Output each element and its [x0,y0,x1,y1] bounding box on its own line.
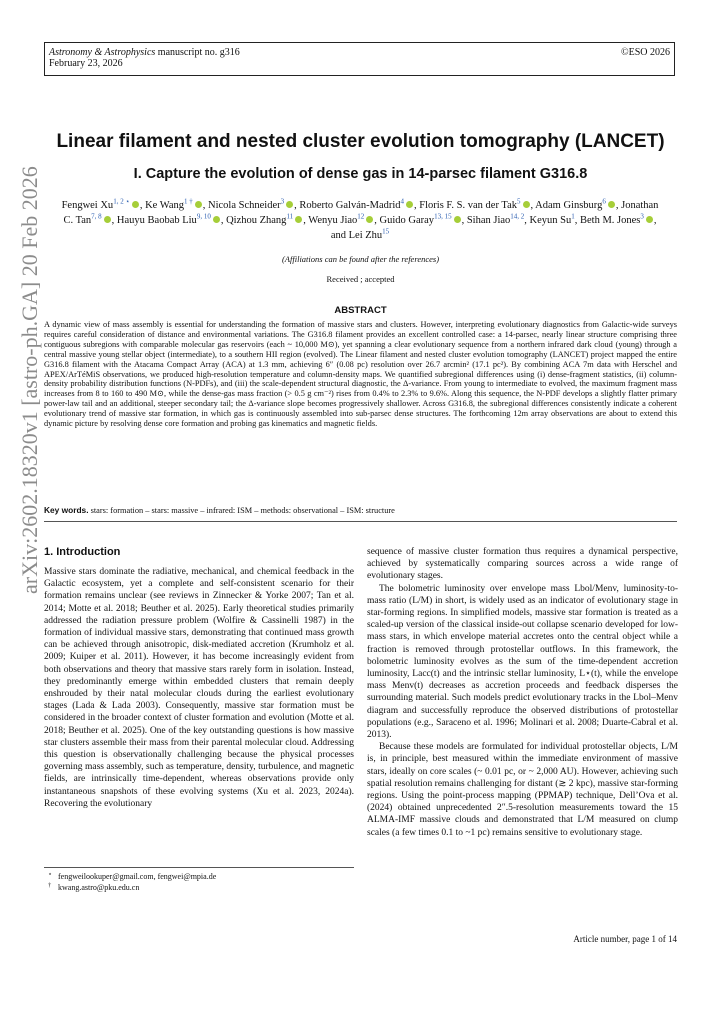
footnote-mark: ⋆ [48,871,53,878]
orcid-icon[interactable] [608,201,615,208]
author-affiliation-mark[interactable]: 14, 2 [510,212,525,221]
author-affiliation-mark[interactable]: 1 † [184,197,193,206]
author-entry [61,197,140,211]
author-entry [226,212,303,226]
author-name: Lei Zhu [348,230,383,241]
author-entry [535,197,616,211]
author-affiliation-mark[interactable]: 1, 2 ⋆ [113,197,130,206]
footnotes [44,867,354,893]
author-entry [348,227,390,241]
intro-paragraph: Because these models are formulated for individual protostellar objects, L/M is, in principle, best measured within the immediate environment of massive stars, ideally on core scales (~ 0.01 pc, or ~ 2,000 AU). However, achieving such spatial resolution remains challenging for distant (≳ 2 kpc), massive star-forming regions. Using the point-process mapping (PPMAP) technique, Dell’Ova et al. (2024) obtained unprecedented 2″.5-resolution measurements toward the 15 ALMA-IMF massive clouds and demonstrated that L/M measured on clump scales (a few times 0.1 to ~1 pc) remains sensitive to evolutionary stage. [367,742,678,838]
orcid-icon[interactable] [286,201,293,208]
author-name: Fengwei Xu [61,200,114,211]
author-entry [208,197,294,211]
column-left [44,566,354,810]
column-right [367,546,678,839]
orcid-icon[interactable] [406,201,413,208]
footnote-mark: † [48,882,52,889]
author-entry [299,197,414,211]
author-affiliation-mark[interactable]: 3 [640,212,644,221]
orcid-icon[interactable] [132,201,139,208]
footnote-email[interactable]: kwang.astro@pku.edu.cn [58,883,140,892]
author-entry [580,212,654,226]
abstract-divider [44,521,677,522]
author-entry [116,212,221,226]
author-entry [145,197,203,211]
author-name: Ke Wang [145,200,184,211]
keywords-text: stars: formation – stars: massive – infrared: ISM – methods: observational – ISM: structure [90,506,395,515]
author-name: Nicola Schneider [208,200,281,211]
journal-name: Astronomy & Astrophysics [49,47,156,58]
author-name: Floris F. S. van der Tak [419,200,517,211]
keywords-label: Key words. [44,505,89,515]
author-name: Qizhou Zhang [226,215,287,226]
paper-title: Linear filament and nested cluster evolution tomography (LANCET) [56,131,665,152]
author-affiliation-mark[interactable]: 6 [602,197,606,206]
orcid-icon[interactable] [366,216,373,223]
author-affiliation-mark[interactable]: 4 [400,197,405,206]
author-list: Fengwei $Xu^{1, 2 ⋆}$ , Ke Wang$^{1 \dagger}$ , Nicola Schneider$^3$ , Roberto Galván-Madrid$^4$ , Floris F. S. van der Tak$^5$ , Adam Ginsburg$^6$ , Jonathan C. Tan$^{7, 8}$ , Hauyu Baobab Liu$^{9, 10}$ , Qizhou Zhang$^{11}$ , Wenyu Jiao$^{12}$ , Guido Garay$^{13, 15}$ , Sihan Jiao$^{14, 2}$, Keyun Su$^1$, Beth M. Jones$^3$ , and Lei Zhu$^{15}$ [61,197,659,241]
header-journal-line [49,47,670,58]
manuscript-number: manuscript no. g316 [157,47,240,58]
orcid-icon[interactable] [295,216,302,223]
header-date: February 23, 2026 [49,58,123,69]
orcid-icon[interactable] [523,201,530,208]
manuscript-header-box [44,42,675,76]
author-name: Keyun Su [529,215,572,226]
author-affiliation-mark[interactable]: 13, 15 [434,212,452,221]
author-affiliation-mark[interactable]: 5 [517,197,521,206]
author-affiliation-mark[interactable]: 1 [571,212,575,221]
footnote-item [44,871,354,882]
author-affiliation-mark[interactable]: 15 [382,227,390,236]
arxiv-stamp[interactable]: arXiv:2602.18320v1 [astro-ph.GA] 20 Feb 2026 [17,166,42,594]
intro-paragraph: Massive stars dominate the radiative, mechanical, and chemical feedback in the Galactic ecosystem, yet a complete and self-consistent scenario for their formation remains unclear (see reviews in Zinnecker & Yorke 2007; Tan et al. 2014; Motte et al. 2018; Beuther et al. 2025). Early theoretical studies primarily addressed the radiation pressure problem (Wolfire & Cassinelli 1987) in the formation of individual massive stars, demonstrating that continued mass growth can be achieved through anisotropic, disk-mediated accretion (Krumholz et al. 2009; Kuiper et al. 2011). However, it has become increasingly evident from both observations and theory that massive stars rarely form in isolation. Instead, they predominantly emerge within embedded clusters that remain deeply enshrouded by their natal molecular clouds during the earliest evolutionary stages (Lada & Lada 2003). Consequently, massive star formation must be considered in the broader context of cluster formation and evolution (Motte et al. 2018; Beuther et al. 2025). One of the key outstanding questions is how massive star clusters assemble their mass from their parental molecular cloud. Addressing this question is observationally challenging because the physical processes governing mass assembly, such as temperature, density, turbulence, and magnetic fields, are intrinsically time-dependent, whereas observations provide only instantaneous snapshots of these evolving systems (Xu et al. 2023, 2024a). Recovering the evolutionary [44,567,354,809]
author-entry [419,197,530,211]
author-entry [529,212,575,226]
footnote-email[interactable]: fengweilookuper@gmail.com, fengwei@mpia.de [58,872,217,881]
footnote-item [44,882,354,893]
author-affiliation-mark[interactable]: 11 [286,212,294,221]
author-name: Beth M. Jones [580,215,641,226]
header-copyright: ©ESO 2026 [621,47,670,58]
abstract-heading: ABSTRACT [334,305,387,316]
author-name: Sihan Jiao [466,215,511,226]
author-affiliation-mark[interactable]: 9, 10 [196,212,211,221]
affiliations-note: (Affiliations can be found after the references) [281,254,440,264]
author-affiliation-mark[interactable]: 12 [357,212,365,221]
intro-paragraph: sequence of massive cluster formation thus requires a dynamical perspective, achieved by systematically comparing sources across a wide range of evolutionary stages. [367,547,678,582]
author-entry [379,212,462,226]
orcid-icon[interactable] [195,201,202,208]
orcid-icon[interactable] [104,216,111,223]
author-entry [466,212,525,226]
received-line: Received ; accepted [326,274,395,284]
page-number: Article number, page 1 of 14 [573,934,677,944]
author-name: Roberto Galván-Madrid [299,200,401,211]
author-entry [308,212,374,226]
author-name: Hauyu Baobab Liu [116,215,197,226]
section-heading-introduction: 1. Introduction [44,546,121,558]
paper-subtitle: I. Capture the evolution of dense gas in 14-parsec filament G316.8 [133,166,588,182]
keywords-line [44,505,677,515]
author-affiliation-mark[interactable]: 7, 8 [91,212,102,221]
abstract-text: A dynamic view of mass assembly is essential for understanding the formation of massive stars and clusters. However, interpreting evolutionary diagnostics from Galactic-wide surveys requires careful consideration of distance and environmental variations. The G316.8 filament provides an excellent controlled case: a 14-parsec, nearly linear structure comprising three contiguous subregions with comparable molecular gas reservoirs (each ~ 10,000 M⊙), yet spanning a clear evolutionary sequence from a northern infrared dark cloud (young) through a central massive young stellar object (intermediate), to a southern HII region (evolved). The Linear filament and nested cluster evolution tomography (LANCET) project mapped the entire G316.8 filament with the Atacama Compact Array (ACA) at 1.3 mm, achieving 6″ (0.08 pc) resolution over 26.7 arcmin² (17.1 pc²). By combining ACA 7m data with Herschel and APEX/ArTéMiS observations, we produced high-resolution temperature and column-density maps. We quantified subregional differences using (i) dense-fragment statistics, (ii) column-density probability distribution functions (N-PDFs), and (iii) the scale-dependent structural diagnostic, the Δ-variance. From young to intermediate to evolved, the maximum fragment mass increases from 8 to 160 to 490 M⊙, while the dense-gas mass fraction (> 0.5 g cm⁻²) rises from 0.4% to 2.3% to 9.6%. Along this sequence, the N-PDF develops a slightly flatter primary power-law tail and an additional, steeper secondary tail; the Δ-variance slope becomes progressively shallower. Across G316.8, the subregional differences consistently indicate a coherent evolutionary trend of massive star formation, in which gas is continuously assembled into sub-parsec dense structures. The forthcoming 12m array observations are about to extend this dynamic picture by resolving dense core formation and probing gas kinematics and magnetic fields. [44,320,677,429]
orcid-icon[interactable] [646,216,653,223]
author-name: Jonathan C. Tan [63,200,659,226]
author-name: Adam Ginsburg [535,200,603,211]
orcid-icon[interactable] [213,216,220,223]
author-name: Wenyu Jiao [308,215,358,226]
orcid-icon[interactable] [454,216,461,223]
intro-paragraph: The bolometric luminosity over envelope mass Lbol/Menv, luminosity-to-mass ratio (L/M) in short, is widely used as an indicator of evolutionary stage in star-forming regions. In simplified models, massive star formation is treated as a scaled-up version of the classical inside-out collapse scenario developed for low-mass stars, in which envelope material accretes onto the central object while a fraction is removed through protostellar outflows. In this framework, the bolometric luminosity evolves as the sum of the time-dependent accretion luminosity, Lacc(t) and the intrinsic stellar luminosity, L⋆(t), while the envelope mass Menv(t) decreases as accretion proceeds and feedback disperses the surrounding material. Such models predict evolutionary tracks in the Lbol–Menv diagram and successfully reproduce the observed distributions of protostellar populations (e.g., Saraceno et al. 1996; Molinari et al. 2008; Duarte-Cabral et al. 2013). [367,583,678,741]
author-name: Guido Garay [379,215,435,226]
author-affiliation-mark[interactable]: 3 [280,197,285,206]
